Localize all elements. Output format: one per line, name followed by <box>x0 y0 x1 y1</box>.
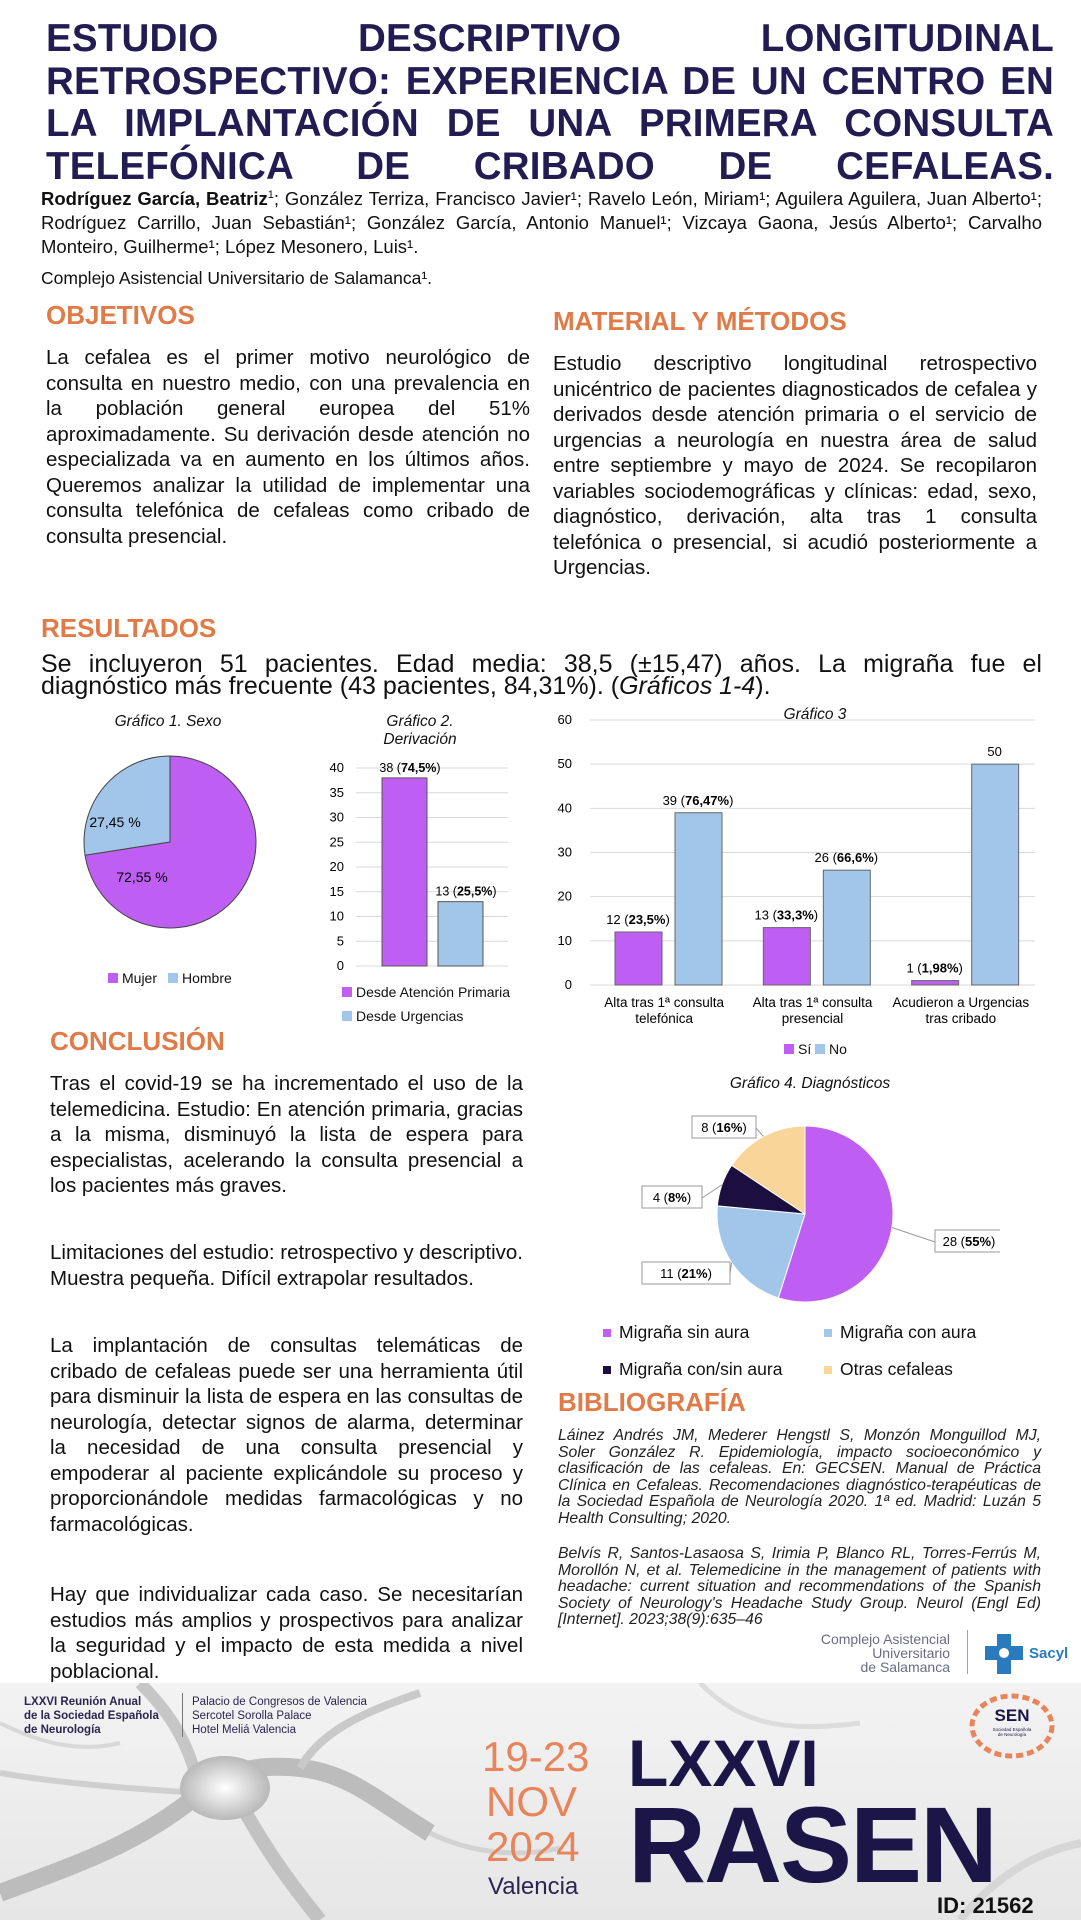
footer-venue-line3: Hotel Meliá Valencia <box>192 1724 296 1736</box>
footer-dates: 19-23 <box>482 1733 590 1780</box>
chart4-legend-swatch-otras <box>824 1366 832 1374</box>
chart1-slice-hombre <box>84 756 170 855</box>
footer-event-name <box>24 1695 159 1737</box>
bibliografia-ref2: Belvís R, Santos-Lasaosa S, Irimia P, Blanco RL, Torres-Ferrús M, Morollón N, et al. Telemedicine in the management of patients with headache: current situation and recommendations of the Spanish Society of Neurology's Headache Study Group. Neurol (Engl Ed) [Internet]. 2023;38(9):635–46 <box>558 1545 1041 1629</box>
chart3-ytick: 0 <box>564 977 572 992</box>
chart2-bar-label: 38 (74,5%) <box>379 760 441 775</box>
chart3-bar <box>763 928 810 985</box>
sen-logo-text: SEN <box>994 1706 1030 1725</box>
footer-venue-line2: Sercotel Sorolla Palace <box>192 1710 312 1722</box>
chart3-category-label: Alta tras 1ª consulta <box>752 995 873 1010</box>
footer-banner <box>0 1683 1081 1920</box>
chart4-slice-label: 8 (16%) <box>701 1120 747 1135</box>
chart2-legend-primaria <box>342 984 510 1000</box>
bibliografia-ref1: Láinez Andrés JM, Mederer Hengstl S, Monzón Monguillod MJ, Soler González R. Epidemiología, impacto socioeconómico y clasificación de las cefaleas. En: GECSEN. Manual de Práctica Clínica en Cefaleas. Recomendaciones diagnóstico-terapéuticas de la Sociedad Española de Neurología 2020. 1ª ed. Madrid: Luzán 5 Health Consulting; 2020. <box>558 1427 1041 1527</box>
resultados-summary: Se incluyeron 51 pacientes. Edad media: 38,5 (±15,47) años. La migraña fue el diagnóstico más frecuente (43 pacientes, 84,31%). ( <box>41 650 1042 700</box>
footer-divider <box>182 1693 183 1737</box>
chart2-title: Gráfico 2. Derivación <box>383 713 457 748</box>
objetivos-text: La cefalea es el primer motivo neurológico de consulta en nuestro medio, con una prevalencia en la población general europea del 51% aproximadamente. Su derivación desde atención no especializada va en aumento en los últimos años. Queremos analizar la utilidad de implementar una consulta telefónica de cefaleas como cribado de consulta presencial. <box>46 346 530 548</box>
chart3-svg <box>550 705 1050 1030</box>
chart2-ytick: 40 <box>329 760 344 775</box>
chart3-bar <box>675 813 722 985</box>
chart3-title: Gráfico 3 <box>783 706 847 723</box>
chart4-slice-label: 11 (21%) <box>660 1266 712 1281</box>
chart4-legend-label-sin-aura: Migraña sin aura <box>619 1322 750 1342</box>
chart4-slice-label: 28 (55%) <box>942 1234 996 1249</box>
sen-logo <box>966 1688 1058 1760</box>
chart3-bar <box>823 870 870 985</box>
chart3-legend-si <box>784 1041 811 1057</box>
chart3-bar-label: 12 (23,5%) <box>606 912 670 927</box>
poster-id: ID: 21562 <box>937 1893 1034 1918</box>
chart4-legend-label-otras: Otras cefaleas <box>840 1359 953 1379</box>
chart4-legend-swatch-con-aura <box>824 1329 832 1337</box>
sacyl-cross-icon <box>985 1632 1025 1676</box>
chart3-bar-label: 26 (66,6%) <box>814 850 879 866</box>
complejo-logo-line2: Universitario <box>872 1645 950 1661</box>
conclusion-heading: CONCLUSIÓN <box>50 1026 225 1056</box>
chart3-ytick: 10 <box>557 932 572 948</box>
first-author-affiliation-mark: 1 <box>267 189 274 201</box>
chart3-bar-label: 13 (33,3%) <box>754 907 819 923</box>
bibliografia-heading: BIBLIOGRAFÍA <box>558 1387 746 1417</box>
chart1-pie <box>60 740 280 960</box>
chart3-bar <box>972 764 1019 985</box>
chart3-bar-label: 39 (76,47%) <box>662 792 734 808</box>
chart2-ytick: 15 <box>329 883 344 899</box>
chart4-leader-line <box>892 1227 935 1242</box>
chart4-legend-con-sin-aura <box>603 1359 782 1380</box>
conclusion-p3: La implantación de consultas telemáticas de cribado de cefaleas puede ser una herramienta útil para disminuir la lista de espera en las consultas de neurología, detectar signos de alarma, determinar la necesidad de una consulta presencial y empoderar al paciente explicándole su proceso y proporcionándole medidas farmacológicas y no farmacológicas. <box>50 1334 523 1536</box>
complejo-logo-line1: Complejo Asistencial <box>820 1631 950 1647</box>
chart2-bar-label: 13 (25,5%) <box>435 884 497 899</box>
footer-event-line3: de Neurología <box>24 1724 101 1736</box>
co-authors: ; González Terriza, Francisco Javier¹; Ravelo León, Miriam¹; Aguilera Aguilera, Juan Alberto¹; Rodríguez Carrillo, Juan Sebastián¹; González García, Antonio Manuel¹; Vizcaya Gaona, Jesús Alberto¹; Carvalho Monteiro, Guilherme¹; López Mesonero, Luis¹. <box>41 188 1042 258</box>
chart1-legend-mujer <box>108 970 157 986</box>
chart4-legend-sin-aura <box>603 1322 749 1343</box>
chart2-legend-swatch-primaria <box>342 987 352 997</box>
chart1-legend-swatch-hombre <box>168 973 178 983</box>
chart2-ytick: 0 <box>336 958 344 973</box>
chart2-ytick: 35 <box>329 784 344 800</box>
chart1-legend-hombre <box>168 970 232 986</box>
chart4-leader-line <box>756 1128 763 1136</box>
chart4-legend-label-con-sin-aura: Migraña con/sin aura <box>619 1359 783 1379</box>
chart3-bar <box>912 981 959 985</box>
chart2-ytick: 25 <box>329 834 344 850</box>
author-list <box>41 183 1042 259</box>
chart2-ytick: 30 <box>329 809 344 825</box>
chart4-title: Gráfico 4. Diagnósticos <box>729 1075 891 1092</box>
chart3-legend-label-no: No <box>829 1041 847 1057</box>
affiliation: Complejo Asistencial Universitario de Salamanca¹. <box>41 268 433 288</box>
chart4-legend-swatch-con-sin-aura <box>603 1366 611 1374</box>
chart3-ytick: 20 <box>557 888 572 904</box>
chart3-legend-no <box>815 1041 847 1057</box>
chart4-svg <box>620 1100 1000 1320</box>
objetivos-heading: OBJETIVOS <box>46 300 195 330</box>
chart3-bar <box>615 932 662 985</box>
footer-venues <box>192 1695 367 1737</box>
conclusion-p1: Tras el covid-19 se ha incrementado el uso de la telemedicina. Estudio: En atención primaria, gracias a la misma, disminuyó la lista de espera para especialistas, acelerando la consulta presencial a los pacientes más graves. <box>50 1072 523 1197</box>
resultados-heading: RESULTADOS <box>41 613 217 643</box>
sen-logo-subtitle-line1: Sociedad Española <box>992 1727 1032 1732</box>
chart2-legend-label-urgencias: Desde Urgencias <box>356 1008 464 1024</box>
chart3-bar-label: 50 <box>987 744 1002 760</box>
footer-rasen: RASEN <box>628 1784 997 1905</box>
resultados-text <box>41 650 1042 700</box>
metodos-heading: MATERIAL Y MÉTODOS <box>553 306 847 336</box>
chart3-legend-label-si: Sí <box>798 1041 812 1057</box>
conclusion-p4: Hay que individualizar cada caso. Se necesitarían estudios más amplios y prospectivos para analizar la seguridad y el impacto de esta medida a nivel poblacional. <box>50 1583 523 1683</box>
chart2-bar <box>438 902 483 966</box>
chart3-category-label: telefónica <box>635 1011 694 1026</box>
sen-logo-subtitle <box>966 1727 1058 1737</box>
footer-city: Valencia <box>488 1873 579 1900</box>
sacyl-logo-text: Sacyl <box>1029 1645 1069 1662</box>
chart3-bar-label: 1 (1,98%) <box>906 960 963 976</box>
chart3-category-label: Acudieron a Urgencias <box>892 995 1030 1010</box>
chart3-category-label: presencial <box>781 1011 844 1026</box>
footer-month: NOV <box>486 1778 578 1825</box>
chart3-ytick: 30 <box>557 844 572 860</box>
chart3-ytick: 50 <box>557 756 572 772</box>
chart3-legend-swatch-no <box>815 1044 825 1054</box>
chart2-bar <box>382 778 427 966</box>
complejo-logo-line3: de Salamanca <box>860 1659 950 1675</box>
conclusion-p2: Limitaciones del estudio: retrospectivo y descriptivo. Muestra pequeña. Difícil extrapolar resultados. <box>50 1241 523 1290</box>
poster-title: ESTUDIO DESCRIPTIVO LONGITUDINAL RETROSPECTIVO: EXPERIENCIA DE UN CENTRO EN LA IMPLANTACIÓN DE UNA PRIMERA CONSULTA TELEFÓNICA DE CRIBADO DE CEFALEAS. <box>46 17 1054 188</box>
resultados-summary-end: ). <box>755 672 771 700</box>
chart2-ytick: 5 <box>336 933 344 949</box>
chart2-ytick: 10 <box>329 908 344 924</box>
chart3-category-label: tras cribado <box>925 1011 997 1026</box>
chart1-legend-swatch-mujer <box>108 973 118 983</box>
footer-event-line1: LXXVI Reunión Anual <box>24 1696 142 1708</box>
chart1-label-mujer: 72,55 % <box>116 869 168 885</box>
footer-event-line2: de la Sociedad Española <box>24 1710 159 1722</box>
chart2-legend-label-primaria: Desde Atención Primaria <box>356 984 511 1000</box>
chart1-title: Gráfico 1. Sexo <box>114 713 222 730</box>
sen-logo-subtitle-line2: de Neurología <box>997 1732 1027 1737</box>
complejo-logo <box>790 1632 950 1674</box>
chart2-svg <box>310 750 530 980</box>
chart2-legend-swatch-urgencias <box>342 1011 352 1021</box>
footer-venue-line1: Palacio de Congresos de Valencia <box>192 1696 367 1708</box>
chart2-ytick: 20 <box>329 859 344 874</box>
chart3-ytick: 60 <box>557 712 572 727</box>
chart2-legend-urgencias <box>342 1008 463 1024</box>
logo-divider <box>967 1630 968 1674</box>
footer-year: 2024 <box>486 1823 580 1870</box>
chart3-legend-swatch-si <box>784 1044 794 1054</box>
chart1-legend-label-hombre: Hombre <box>182 970 232 986</box>
chart3-category-label: Alta tras 1ª consulta <box>604 995 725 1010</box>
chart4-legend-swatch-sin-aura <box>603 1329 611 1337</box>
footer-edition-roman: LXXVI <box>628 1726 819 1800</box>
chart4-legend-otras <box>824 1359 953 1380</box>
chart3-ytick: 40 <box>557 800 572 816</box>
chart4-legend-con-aura <box>824 1322 976 1343</box>
first-author: Rodríguez García, Beatriz <box>41 188 268 210</box>
chart1-legend-label-mujer: Mujer <box>122 970 158 986</box>
chart4-slice-label: 4 (8%) <box>652 1190 692 1205</box>
resultados-figure-ref: Gráficos 1-4 <box>619 672 756 700</box>
metodos-text: Estudio descriptivo longitudinal retrospectivo unicéntrico de pacientes diagnosticados de cefalea y derivados desde atención primaria o el servicio de urgencias a neurología en nuestra área de salud entre septiembre y mayo de 2024. Se recopilaron variables sociodemográficas y clínicas: edad, sexo, diagnóstico, derivación, alta tras 1 consulta telefónica o presencial, si acudió posteriormente a Urgencias. <box>553 352 1037 579</box>
chart1-label-hombre: 27,45 % <box>89 814 141 830</box>
chart4-legend-label-con-aura: Migraña con aura <box>840 1322 977 1342</box>
